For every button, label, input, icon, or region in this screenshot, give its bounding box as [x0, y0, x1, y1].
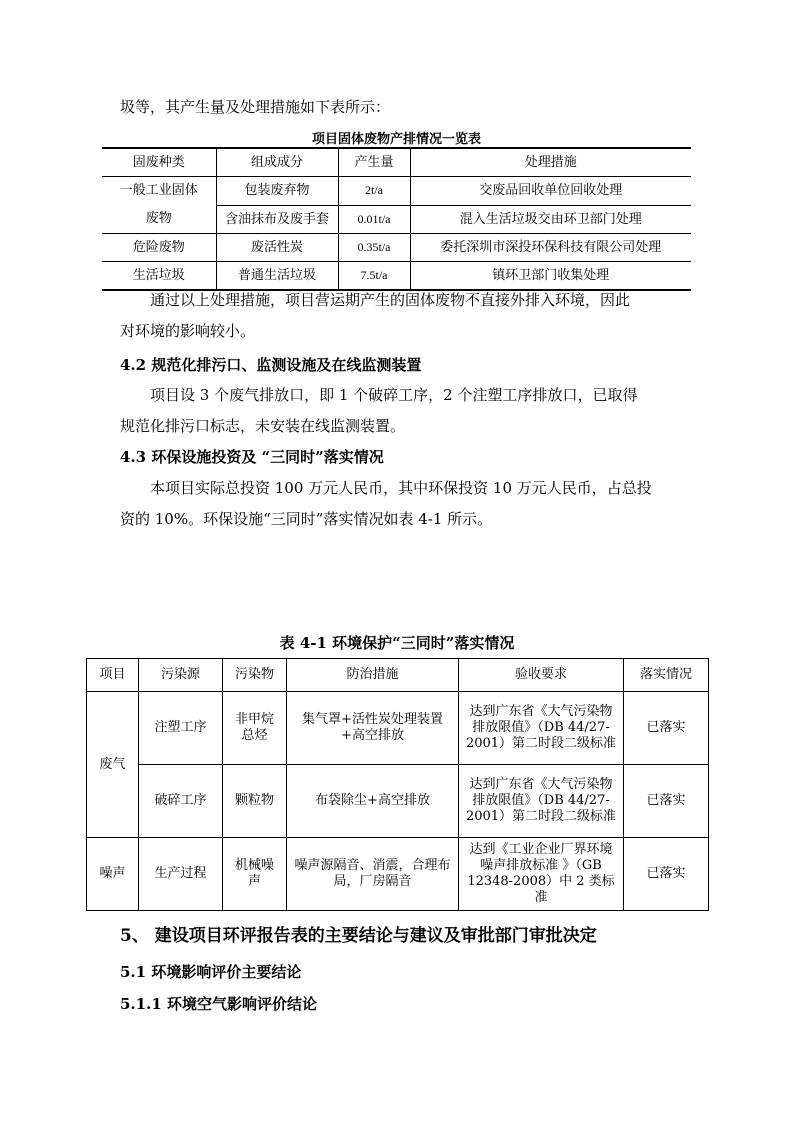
table-header-cell: 落实情况: [624, 659, 709, 692]
paragraph-line: 规范化排污口标志，未安装在线监测装置。: [120, 417, 406, 435]
paragraph-line: 对环境的影响较小。: [120, 322, 256, 340]
intro-text: 圾等，其产生量及处理措施如下表所示：: [120, 98, 391, 116]
table-header-cell: 处理措施: [410, 148, 691, 177]
pollutant-cell: 颗粒物: [223, 765, 287, 838]
requirement-cell: 达到《工业企业厂界环境噪声排放标准 》（GB 12348-2008）中 2 类标准: [459, 838, 624, 911]
table-row: [102, 262, 691, 291]
status-cell: 已落实: [624, 838, 709, 911]
paragraph-line: 通过以上处理措施，项目营运期产生的固体废物不直接外排入环境，因此: [150, 291, 631, 309]
section-heading-4-3: 4.3 环保设施投资及 “三同时”落实情况: [120, 448, 384, 466]
paragraph-line: 资的 10%。环保设施“三同时”落实情况如表 4-1 所示。: [120, 510, 493, 528]
table-header-cell: 污染源: [139, 659, 223, 692]
solid-waste-table: [102, 147, 691, 291]
item-cell: 废气: [87, 692, 139, 838]
measure-cell: 交废品回收单位回收处理: [410, 177, 691, 206]
pollutant-cell: 非甲烷总烃: [223, 692, 287, 765]
waste-type-line: 一般工业固体: [119, 183, 198, 198]
waste-type-line: 废物: [145, 211, 172, 226]
table-row: [87, 692, 709, 765]
paragraph-line: 项目设 3 个废气排放口，即 1 个破碎工序，2 个注塑工序排放口，已取得: [150, 386, 638, 404]
status-cell: 已落实: [624, 765, 709, 838]
measure-cell: 混入生活垃圾交由环卫部门处理: [410, 205, 691, 234]
waste-type-cell: 危险废物: [102, 234, 216, 262]
section-heading-5-1: 5.1 环境影响评价主要结论: [120, 963, 302, 981]
item-cell: 噪声: [87, 838, 139, 911]
paragraph-line: 本项目实际总投资 100 万元人民币，其中环保投资 10 万元人民币，占总投: [150, 479, 652, 497]
table-header-cell: 组成成分: [216, 148, 338, 177]
table-header-cell: 固废种类: [102, 148, 216, 177]
requirement-cell: 达到广东省《大气污染物排放限值》（DB 44/27-2001）第二时段二级标准: [459, 765, 624, 838]
section-heading-5: 5、 建设项目环评报告表的主要结论与建议及审批部门审批决定: [120, 926, 597, 946]
amount-cell: 2t/a: [338, 177, 410, 206]
table-header-cell: 项目: [87, 659, 139, 692]
table-header-row: [102, 148, 691, 177]
table-row: [87, 765, 709, 838]
table1-caption: 项目固体废物产排情况一览表: [311, 132, 481, 147]
amount-cell: 0.01t/a: [338, 205, 410, 234]
table-header-cell: 产生量: [338, 148, 410, 177]
table-header-cell: 污染物: [223, 659, 287, 692]
amount-cell: 7.5t/a: [338, 262, 410, 291]
pollutant-cell: 机械噪声: [223, 838, 287, 911]
table-header-cell: 验收要求: [459, 659, 624, 692]
measure-cell: 委托深圳市深投环保科技有限公司处理: [410, 234, 691, 262]
component-cell: 包装废弃物: [216, 177, 338, 206]
source-cell: 破碎工序: [139, 765, 223, 838]
table-header-cell: 防治措施: [287, 659, 459, 692]
component-cell: 含油抹布及废手套: [216, 205, 338, 234]
component-cell: 普通生活垃圾: [216, 262, 338, 291]
source-cell: 生产过程: [139, 838, 223, 911]
measure-cell: 集气罩+活性炭处理装置+高空排放: [287, 692, 459, 765]
three-simultaneous-table: [86, 658, 709, 911]
measure-cell: 镇环卫部门收集处理: [410, 262, 691, 291]
table-header-row: [87, 659, 709, 692]
table-row: [102, 177, 691, 206]
requirement-cell: 达到广东省《大气污染物排放限值》（DB 44/27-2001）第二时段二级标准: [459, 692, 624, 765]
table-row: [87, 838, 709, 911]
waste-type-cell: [102, 177, 216, 234]
waste-type-cell: 生活垃圾: [102, 262, 216, 291]
section-heading-5-1-1: 5.1.1 环境空气影响评价结论: [120, 995, 317, 1013]
status-cell: 已落实: [624, 692, 709, 765]
measure-cell: 噪声源隔音、消震，合理布局，厂房隔音: [287, 838, 459, 911]
table2-caption: 表 4-1 环境保护“三同时”落实情况: [279, 634, 515, 652]
component-cell: 废活性炭: [216, 234, 338, 262]
amount-cell: 0.35t/a: [338, 234, 410, 262]
section-heading-4-2: 4.2 规范化排污口、监测设施及在线监测装置: [120, 356, 422, 374]
source-cell: 注塑工序: [139, 692, 223, 765]
table-row: [102, 234, 691, 262]
measure-cell: 布袋除尘+高空排放: [287, 765, 459, 838]
